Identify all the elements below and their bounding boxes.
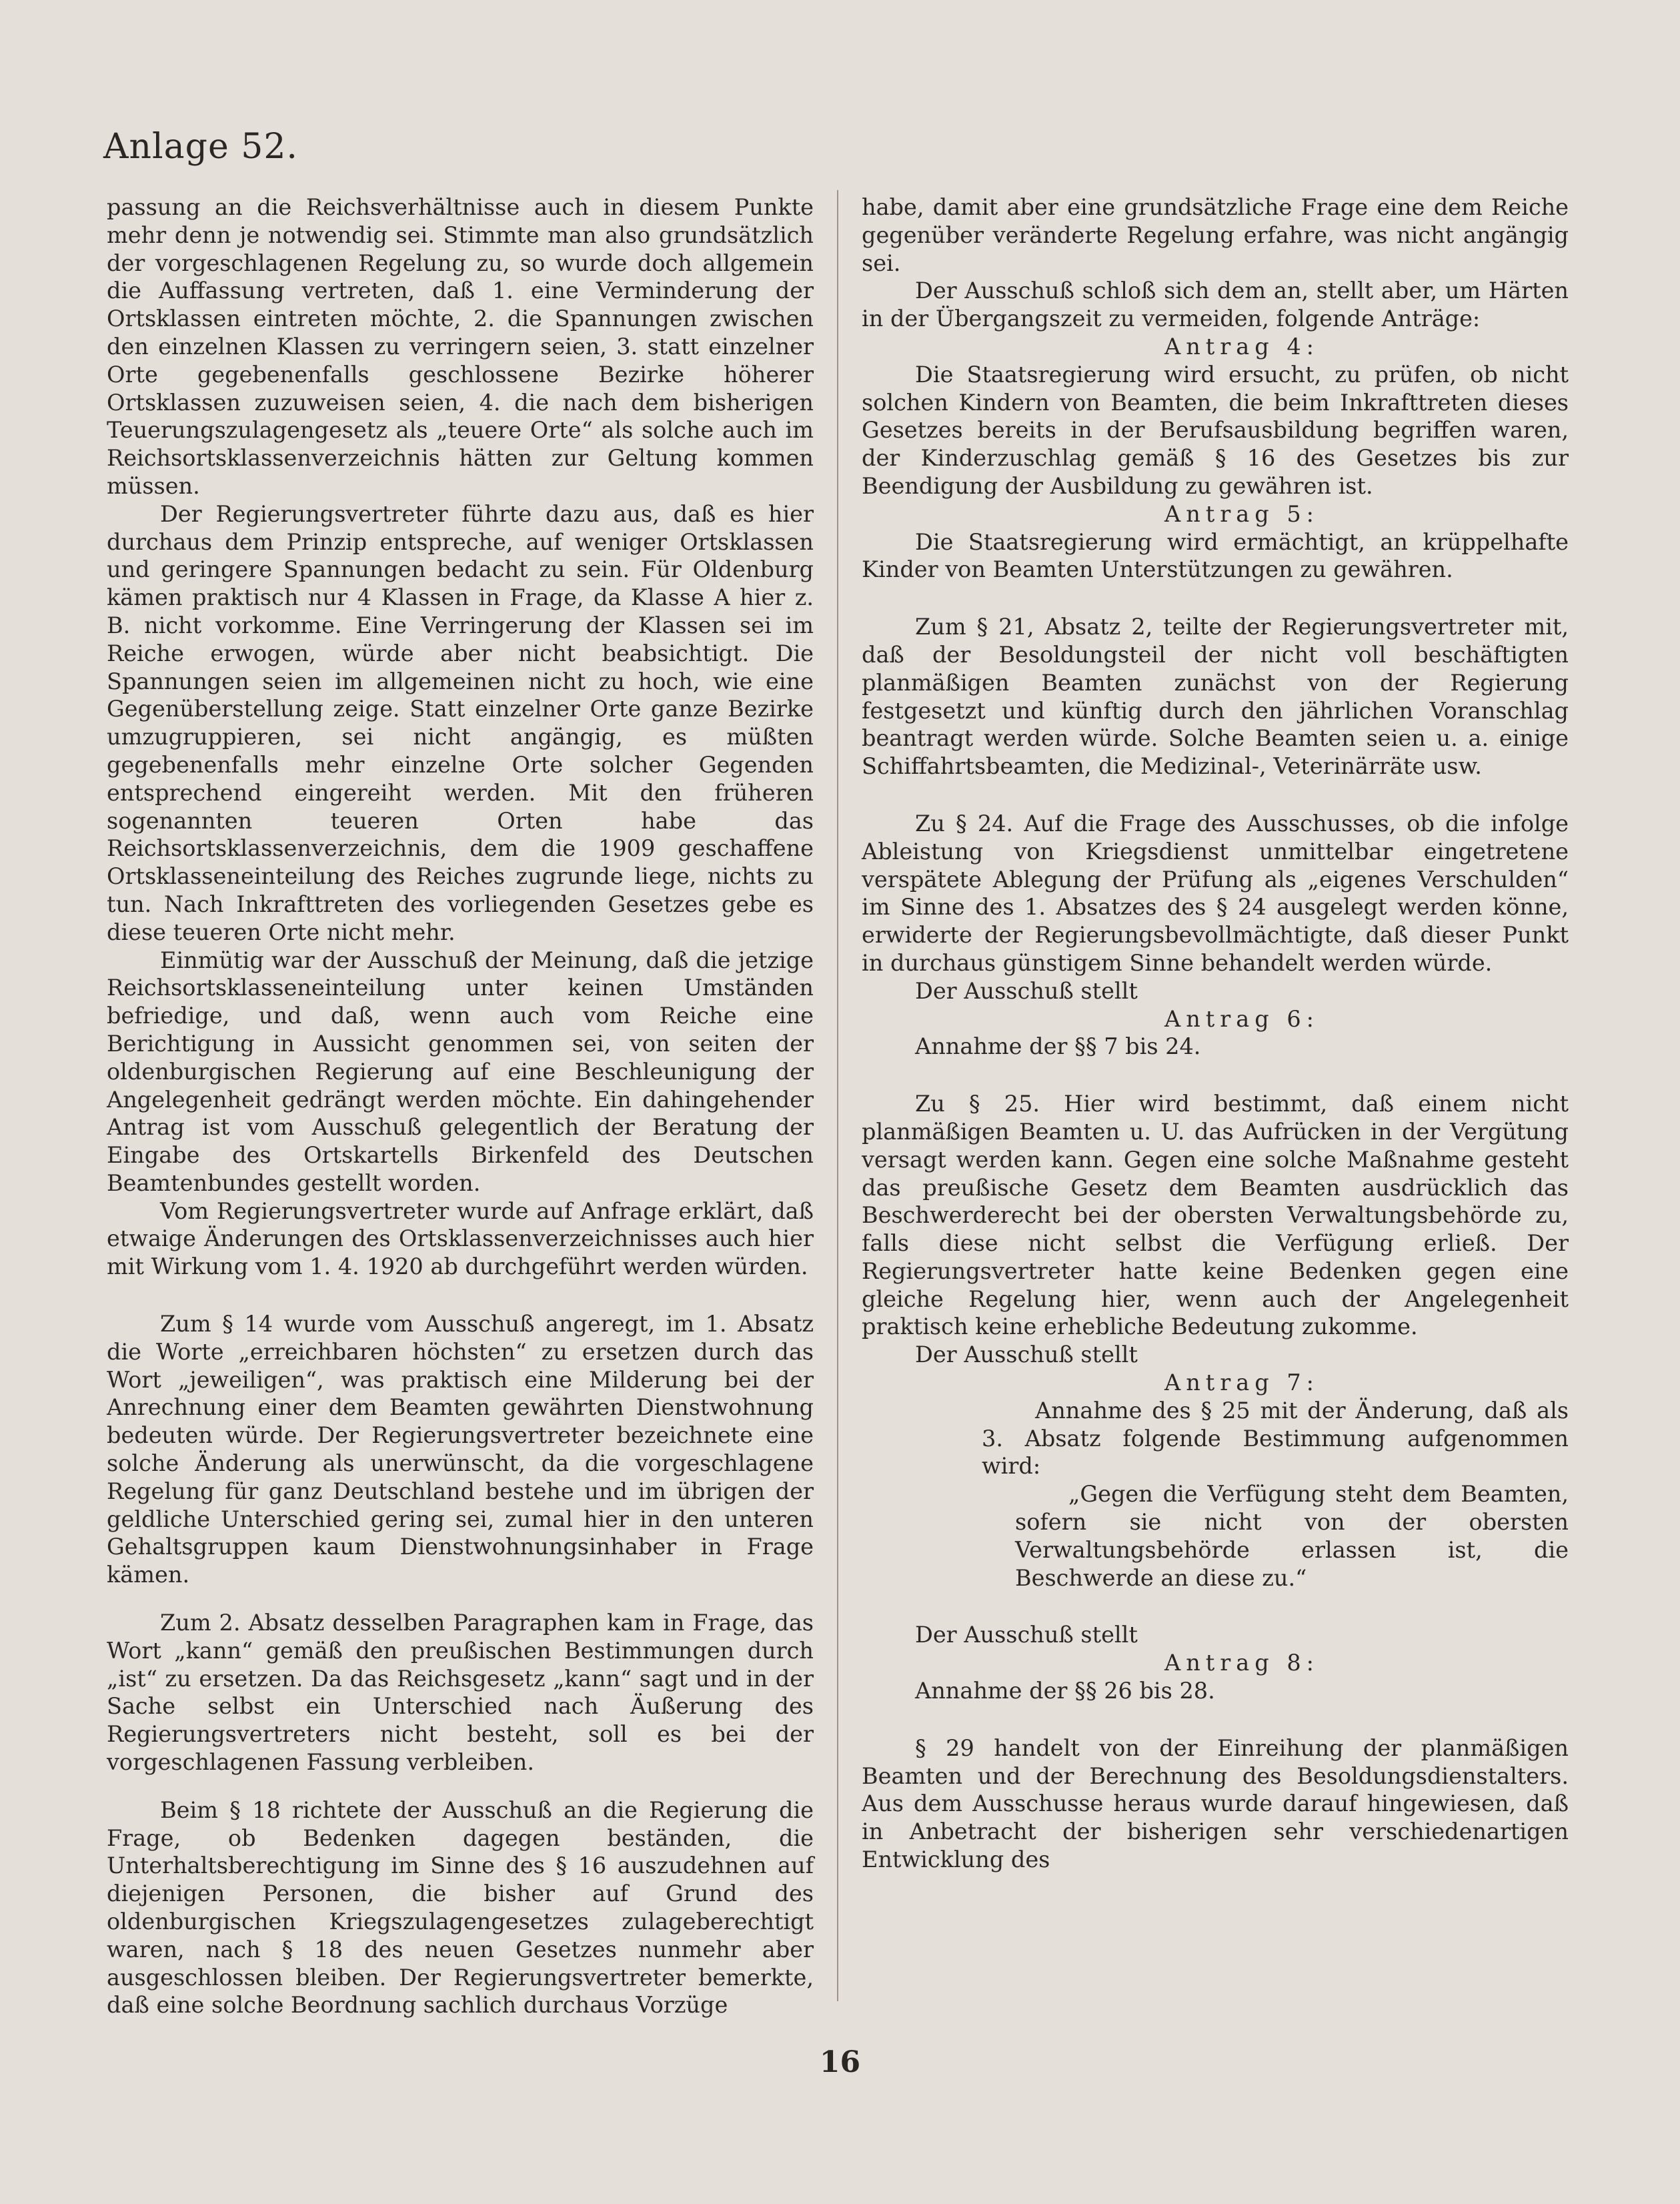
paragraph: Zum 2. Absatz desselben Paragraphen kam in Frage, das Wort „kann“ gemäß den preußischen Bestimmungen durch „ist“ zu ersetzen. Da das Reichsgesetz „kann“ sagt und in der Sache selbst ein Unterschied nach Äußerung des Regierungsvertreters nicht besteht, soll es bei der vorgeschlagenen Fassung verbleiben. [107, 1610, 814, 1776]
antrag-heading: Antrag 4: [1164, 333, 1319, 360]
paragraph: Der Regierungsvertreter führte dazu aus, daß es hier durchaus dem Prinzip entspreche, auf weniger Ortsklassen und geringere Spannungen bedacht zu sein. Für Oldenburg kämen praktisch nur 4 Klassen in Frage, da Klasse A hier z. B. nicht vorkomme. Eine Verringerung der Klassen sei im Reiche erwogen, würde aber nicht beabsichtigt. Die Spannungen seien im allgemeinen nicht zu hoch, wie eine Gegenüberstellung zeige. Statt einzelner Orte ganze Bezirke umzugruppieren, sei nicht angängig, es müßten gegebenenfalls mehr einzelne Orte solcher Gegenden entsprechend eingereiht werden. Mit den früheren sogenannten teueren Orten habe das Reichsortsklassenverzeichnis, dem die 1909 geschaffene Ortsklasseneinteilung des Reiches zugrunde liege, nichts zu tun. Nach Inkrafttreten des vorliegenden Gesetzes gebe es diese teueren Orte nicht mehr. [107, 500, 814, 945]
paragraph: Beim § 18 richtete der Ausschuß an die Regierung die Frage, ob Bedenken dagegen beständen, die Unterhaltsberechtigung im Sinne des § 16 auszudehnen auf diejenigen Personen, die bisher auf Grund des oldenburgischen Kriegszulagengesetzes zulageberechtigt waren, nach § 18 des neuen Gesetzes nunmehr aber ausgeschlossen bleiben. Der Regierungsvertreter bemerkte, daß eine solche Beordnung sachlich durchaus Vorzüge [107, 1796, 814, 2019]
paragraph: passung an die Reichsverhältnisse auch in diesem Punkte mehr denn je notwendig sei. Stimmte man also grundsätzlich der vorgeschlagenen Regelung zu, so wurde doch allgemein die Auffassung vertreten, daß 1. eine Verminderung der Ortsklassen eintreten möchte, 2. die Spannungen zwischen den einzelnen Klassen zu verringern seien, 3. statt einzelner Orte gegebenenfalls geschlossene Bezirke höherer Ortsklassen zuzuweisen seien, 4. die nach dem bisherigen Teuerungszulagengesetz als „teuere Orte“ als solche auch im Reichsortsklassenverzeichnis hätten zur Geltung kommen müssen. [107, 194, 814, 499]
paragraph: Annahme der §§ 26 bis 28. [915, 1678, 1215, 1704]
left-column [107, 193, 814, 2019]
paragraph: Annahme der §§ 7 bis 24. [915, 1033, 1201, 1060]
page-header: Anlage 52. [103, 127, 298, 167]
paragraph: „Gegen die Verfügung steht dem Beamten, sofern sie nicht von der obersten Verwaltungsbehörde erlassen ist, die Beschwerde an diese zu.“ [1015, 1481, 1569, 1591]
paragraph: habe, damit aber eine grundsätzliche Frage eine dem Reiche gegenüber veränderte Regelung erfahre, was nicht angängig sei. [862, 194, 1569, 276]
paragraph: Zu § 24. Auf die Frage des Ausschusses, ob die infolge Ableistung von Kriegsdienst unmittelbar eingetretene verspätete Ablegung der Prüfung als „eigenes Verschulden“ im Sinne des 1. Absatzes des § 24 ausgelegt werden könne, erwiderte der Regierungsbevollmächtigte, daß dieser Punkt in durchaus günstigem Sinne behandelt werden würde. [862, 810, 1569, 976]
paragraph: Der Ausschuß schloß sich dem an, stellt aber, um Härten in der Übergangszeit zu vermeiden, folgende Anträge: [862, 278, 1569, 332]
antrag-heading: Antrag 7: [1164, 1369, 1319, 1396]
paragraph: Der Ausschuß stellt [915, 1341, 1138, 1368]
paragraph: § 29 handelt von der Einreihung der planmäßigen Beamten und der Berechnung des Besoldungsdienstalters. Aus dem Ausschusse heraus wurde darauf hingewiesen, daß in Anbetracht der bisherigen sehr verschiedenartigen Entwicklung des [862, 1734, 1569, 1873]
right-column [862, 193, 1569, 1874]
antrag-heading: Antrag 5: [1164, 500, 1319, 527]
antrag-heading: Antrag 8: [1164, 1650, 1319, 1676]
paragraph: Die Staatsregierung wird ermächtigt, an krüppelhafte Kinder von Beamten Unterstützungen zu gewähren. [862, 528, 1569, 583]
paragraph: Einmütig war der Ausschuß der Meinung, daß die jetzige Reichsortsklasseneinteilung unter keinen Umständen befriedige, und daß, wenn auch vom Reiche eine Berichtigung in Aussicht genommen sei, von seiten der oldenburgischen Regierung auf eine Beschleunigung der Angelegenheit gedrängt werden möchte. Ein dahingehender Antrag ist vom Ausschuß gelegentlich der Beratung der Eingabe des Ortskartells Birkenfeld des Deutschen Beamtenbundes gestellt worden. [107, 947, 814, 1196]
paragraph: Der Ausschuß stellt [915, 977, 1138, 1004]
paragraph: Zum § 21, Absatz 2, teilte der Regierungsvertreter mit, daß der Besoldungsteil der nicht voll beschäftigten planmäßigen Beamten zunächst von der Regierung festgesetzt und künftig durch den jährlichen Voranschlag beantragt werden würde. Solche Beamten seien u. a. einige Schiffahrtsbeamten, die Medizinal-, Veterinärräte usw. [862, 614, 1569, 780]
paragraph: Zu § 25. Hier wird bestimmt, daß einem nicht planmäßigen Beamten u. U. das Aufrücken in der Vergütung versagt werden kann. Gegen eine solche Maßnahme gesteht das preußische Gesetz dem Beamten ausdrücklich das Beschwerderecht bei der obersten Verwaltungsbehörde zu, falls diese nicht selbst die Verfügung erließ. Der Regierungsvertreter hatte keine Bedenken gegen eine gleiche Regelung hier, wenn auch der Angelegenheit praktisch keine erhebliche Bedeutung zukomme. [862, 1091, 1569, 1340]
paragraph: Annahme des § 25 mit der Änderung, daß als 3. Absatz folgende Bestimmung aufgenommen wird: [982, 1397, 1569, 1480]
column-divider [837, 190, 838, 2001]
paragraph: Der Ausschuß stellt [915, 1622, 1138, 1648]
paragraph: Zum § 14 wurde vom Ausschuß angeregt, im 1. Absatz die Worte „erreichbaren höchsten“ zu ersetzen durch das Wort „jeweiligen“, was praktisch eine Milderung bei der Anrechnung einer dem Beamten gewährten Dienstwohnung bedeuten würde. Der Regierungsvertreter bezeichnete eine solche Änderung als unerwünscht, da die vorgeschlagene Regelung für ganz Deutschland bestehe und im übrigen der geldliche Unterschied gering sei, zumal hier in den unteren Gehaltsgruppen kaum Dienstwohnungsinhaber in Frage kämen. [107, 1311, 814, 1588]
paragraph: Die Staatsregierung wird ersucht, zu prüfen, ob nicht solchen Kindern von Beamten, die beim Inkrafttreten dieses Gesetzes bereits in der Berufsausbildung begriffen waren, der Kinderzuschlag gemäß § 16 des Gesetzes bis zur Beendigung der Ausbildung zu gewähren ist. [862, 361, 1569, 499]
page-number: 16 [819, 2045, 861, 2079]
antrag-heading: Antrag 6: [1164, 1005, 1319, 1032]
paragraph: Vom Regierungsvertreter wurde auf Anfrage erklärt, daß etwaige Änderungen des Ortsklassenverzeichnisses auch hier mit Wirkung vom 1. 4. 1920 ab durchgeführt werden würden. [107, 1197, 814, 1280]
